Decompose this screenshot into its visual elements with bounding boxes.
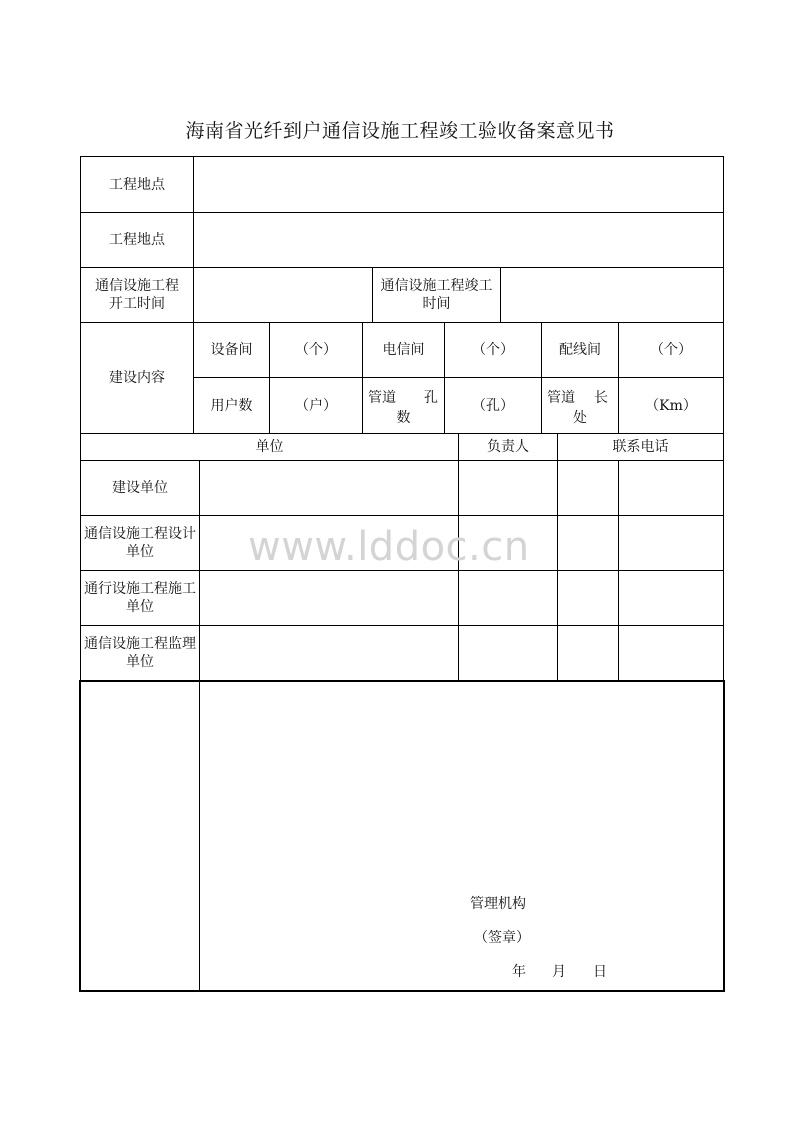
col-line bbox=[557, 433, 558, 681]
field-builder-person[interactable] bbox=[459, 461, 557, 515]
label-construction-content: 建设内容 bbox=[109, 370, 165, 386]
header-unit: 单位 bbox=[255, 439, 284, 455]
header-person: 负责人 bbox=[487, 439, 529, 455]
label-construction-unit: 通行设施工程施工单位 bbox=[84, 581, 196, 615]
label-end-time: 通信设施工程竣工时间 bbox=[380, 278, 493, 312]
unit-ge: （个） bbox=[650, 342, 692, 358]
opinion-field[interactable] bbox=[201, 682, 723, 990]
field-builder-name[interactable] bbox=[200, 461, 458, 515]
label-conduit-length bbox=[542, 378, 618, 433]
authority-label: 管理机构 bbox=[470, 896, 526, 912]
label-conduit-length-b: 长 bbox=[594, 390, 608, 406]
field-project-location[interactable] bbox=[194, 213, 723, 267]
label-project-location: 工程地点 bbox=[109, 232, 165, 248]
label-conduit-holes-b: 孔 bbox=[424, 390, 438, 406]
field-project-location[interactable] bbox=[194, 157, 723, 212]
date-month: 月 bbox=[552, 964, 566, 980]
label-conduit-length-c: 处 bbox=[573, 410, 587, 426]
opinion-label-cell bbox=[81, 682, 199, 990]
field-supervision-unit-name[interactable] bbox=[200, 626, 458, 680]
table-border-right bbox=[723, 680, 725, 992]
label-supervision-unit: 通信设施工程监理单位 bbox=[84, 636, 196, 670]
label-user-count: 用户数 bbox=[210, 397, 253, 414]
label-start-time: 通信设施工程开工时间 bbox=[95, 278, 179, 312]
label-builder: 建设单位 bbox=[112, 480, 168, 496]
date-year: 年 bbox=[512, 964, 526, 980]
label-project-location: 工程地点 bbox=[109, 176, 165, 193]
field-end-time[interactable] bbox=[501, 268, 723, 322]
unit-hu: （户） bbox=[295, 397, 337, 414]
unit-km: （Km） bbox=[645, 397, 697, 414]
label-equipment-room: 设备间 bbox=[210, 342, 253, 358]
label-conduit-holes bbox=[363, 378, 444, 433]
label-design-unit: 通信设施工程设计单位 bbox=[84, 526, 196, 560]
seal-label: （签章） bbox=[474, 930, 530, 946]
unit-kong: （孔） bbox=[472, 397, 514, 414]
label-conduit-holes-a: 管道 bbox=[368, 390, 396, 406]
document-title: 海南省光纤到户通信设施工程竣工验收备案意见书 bbox=[185, 120, 615, 142]
label-telecom-room: 电信间 bbox=[382, 342, 425, 358]
date-day: 日 bbox=[593, 964, 607, 980]
unit-ge: （个） bbox=[295, 342, 337, 358]
field-construction-unit-name[interactable] bbox=[200, 571, 458, 625]
unit-ge: （个） bbox=[472, 342, 514, 358]
table-border-bottom bbox=[80, 990, 725, 992]
field-start-time[interactable] bbox=[194, 268, 372, 322]
col-line bbox=[618, 460, 619, 681]
header-phone: 联系电话 bbox=[612, 439, 669, 455]
label-conduit-holes-c: 数 bbox=[396, 410, 411, 426]
label-wiring-room: 配线间 bbox=[559, 342, 601, 358]
label-conduit-length-a: 管道 bbox=[547, 390, 575, 406]
watermark-text: www.lddoc.cn bbox=[248, 524, 530, 570]
